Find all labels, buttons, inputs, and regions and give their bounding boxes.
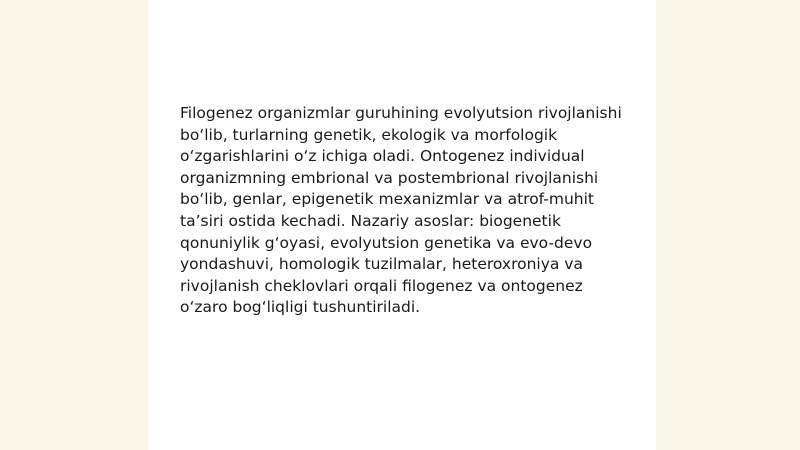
body-paragraph: Filogenez organizmlar guruhining evolyutsion rivojlanishi bo‘lib, turlarning genetik, ekologik va morfologik o‘zgarishlarini o‘z ichiga oladi. Ontogenez individual organizmning embrional va postembrional rivojlanishi bo‘lib, genlar, epigenetik mexanizmlar va atrof-muhit ta’siri ostida kechadi. Nazariy asoslar: biogenetik qonuniylik g‘oyasi, evolyutsion genetika va evo-devo yondashuvi, homologik tuzilmalar, heteroxroniya va rivojlanish cheklovlari orqali filogenez va ontogenez o‘zaro bog‘liqligi tushuntiriladi. — [180, 104, 622, 317]
document-page — [148, 0, 656, 450]
